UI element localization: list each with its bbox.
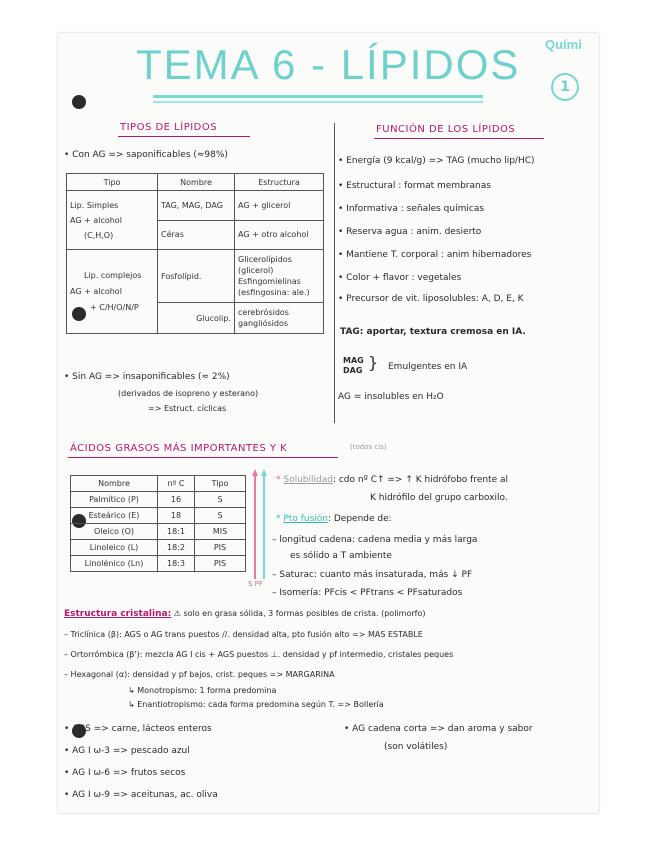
table-header-cell: Estructura	[235, 174, 324, 191]
funcion-item: • Reserva agua : anim. desierto	[338, 228, 481, 237]
heading-underline	[68, 457, 338, 458]
table-header-cell: Nombre	[158, 174, 235, 191]
table-cell	[235, 250, 324, 303]
cell-line: AG + alcohol	[70, 286, 122, 296]
cell-line: gangliósidos	[238, 319, 288, 328]
cristal-line	[64, 610, 425, 619]
heading-underline	[118, 136, 250, 137]
cell-line: + C/H/O/N/P	[90, 302, 139, 312]
cristal-item: – Triclínica (β): AGS o AG trans puestos //. densidad alta, pto fusión alto => MAS ESTABLE	[64, 630, 423, 639]
table-cell	[67, 250, 158, 334]
corta-note: (son volátiles)	[384, 742, 448, 752]
solubilidad-line: * Solubilidad: cdo nº C↑ => ↑ K hidrófobo frente al	[276, 475, 509, 485]
subject-label: Quími	[545, 37, 582, 52]
cell-line: (C,H,O)	[84, 230, 114, 240]
table-cell: 16	[158, 492, 195, 508]
fusion-item-text: longitud cadena: cadena media y más larga	[279, 535, 478, 545]
table-cell: S	[195, 508, 246, 524]
table-header-cell: Nombre	[71, 476, 158, 492]
table-cell: Glucolip.	[158, 303, 235, 334]
solubilidad-label: Solubilidad	[283, 475, 333, 485]
brace-icon: }	[368, 353, 379, 372]
fusion-item-text: Isomería: PFcis < PFtrans < PFsaturados	[279, 588, 463, 598]
enan-text: Enantiotropismo: cada forma predomina según T. => Bollería	[137, 700, 384, 709]
acidos-heading: ÁCIDOS GRASOS MÁS IMPORTANTES Y K	[70, 443, 288, 454]
cell-line: AG + alcohol	[70, 215, 122, 225]
funcion-item: • Mantiene T. corporal : anim hibernadores	[338, 251, 531, 260]
arrow-up-icon	[263, 475, 265, 579]
table-cell: Céras	[158, 220, 235, 250]
tag-note: TAG: aportar, textura cremosa en IA.	[340, 327, 526, 337]
funcion-item: • Color + flavor : vegetales	[338, 274, 461, 283]
table-cell: 18:1	[158, 524, 195, 540]
mag-dag-label	[343, 356, 364, 376]
cristal-item-text: Hexagonal (α): densidad y pf bajos, crist. peques => MARGARINA	[70, 670, 335, 679]
table-cell	[235, 303, 324, 334]
cristal-item-text: Ortorrómbica (β'): mezcla AG I cis + AGS puestos ⊥. densidad y pf intermedio, cristales peques	[70, 650, 454, 659]
fusion-item-text: es sólido a T ambiente	[290, 551, 392, 561]
dag-label: DAG	[343, 366, 363, 375]
table-cell: Palmítico (P)	[71, 492, 158, 508]
funcion-item: • Precursor de vit. liposolubles: A, D, E, K	[338, 295, 524, 304]
table-cell: PIS	[195, 556, 246, 572]
fusion-item: – Isomería: PFcis < PFtrans < PFsaturados	[272, 588, 463, 598]
tipos-heading: TIPOS DE LÍPIDOS	[120, 122, 218, 133]
table-cell: Esteárico (E)	[71, 508, 158, 524]
table-cell: Linoleico (L)	[71, 540, 158, 556]
heading-underline	[374, 138, 544, 139]
cell-line: Esfingomielinas	[238, 277, 301, 286]
table-header-cell: Tipo	[195, 476, 246, 492]
fusion-item: – Saturac: cuanto más insaturada, más ↓ PF	[272, 570, 473, 580]
sin-ag-text: • Sin AG => insaponificables (≈ 2%)	[64, 373, 230, 382]
table-cell: 18:3	[158, 556, 195, 572]
acidos-table	[70, 475, 246, 572]
arrow-up-icon	[252, 469, 258, 476]
solubilidad-text: K hidrófilo del grupo carboxilo.	[370, 493, 508, 503]
cell-line: cerebrósidos	[238, 308, 289, 317]
binder-hole-icon	[72, 95, 86, 109]
funcion-item: • Informativa : señales químicas	[338, 205, 484, 214]
emul-text: Emulgentes en IA	[388, 362, 468, 372]
sin-ag-note: (derivados de isopreno y esterano)	[118, 389, 259, 398]
mag-label: MAG	[343, 356, 364, 365]
table-cell: S	[195, 492, 246, 508]
arrow-up-icon	[261, 469, 267, 476]
corta-text: • AG cadena corta => dan aroma y sabor	[344, 725, 533, 734]
column-divider	[334, 123, 335, 423]
table-cell: Linolénico (Ln)	[71, 556, 158, 572]
table-cell: AG + glicerol	[235, 191, 324, 221]
fusion-item: – longitud cadena: cadena media y más larga	[272, 535, 478, 545]
table-cell: PIS	[195, 540, 246, 556]
table-cell: MIS	[195, 524, 246, 540]
acidos-note: (todos cis)	[350, 443, 387, 451]
cristal-item: – Hexagonal (α): densidad y pf bajos, crist. peques => MARGARINA	[64, 670, 335, 679]
arrow-right-icon: ↳	[128, 700, 138, 709]
fusion-line: * Pto fusión: Depende de:	[276, 514, 392, 524]
cristal-item: – Ortorrómbica (β'): mezcla AG I cis + AGS puestos ⊥. densidad y pf intermedio, cristales peques	[64, 650, 454, 659]
enan-line	[128, 701, 384, 709]
funcion-heading: FUNCIÓN DE LOS LÍPIDOS	[376, 124, 516, 135]
table-header-cell: Tipo	[67, 174, 158, 191]
table-cell: TAG, MAG, DAG	[158, 191, 235, 221]
tipos-table	[66, 173, 324, 334]
mono-line	[128, 687, 276, 695]
footer-item: • AG I ω-9 => aceitunas, ac. oliva	[64, 791, 218, 800]
table-cell	[67, 191, 158, 250]
table-cell: 18:2	[158, 540, 195, 556]
footer-item: • AG I ω-6 => frutos secos	[64, 769, 185, 778]
cell-line: Lip. complejos	[84, 270, 142, 280]
sin-ag-note: => Estruct. cíclicas	[148, 404, 227, 413]
mono-text: Monotropismo: 1 forma predomina	[137, 686, 277, 695]
funcion-item: • Estructural : format membranas	[338, 182, 491, 191]
table-cell: Fosfolípid.	[158, 250, 235, 303]
fusion-label: Pto fusión	[283, 514, 328, 524]
cell-line: Glicerolípidos (glicerol)	[238, 255, 292, 275]
ag-insol-text: AG = insolubles en H₂O	[338, 392, 444, 402]
cristal-note: ⚠ solo en grasa sólida, 3 formas posibles de crista. (polimorfo)	[173, 609, 426, 618]
axis-label: S PF	[248, 580, 263, 588]
notebook-page	[58, 33, 599, 813]
fusion-text: : Depende de:	[327, 514, 392, 524]
cristal-heading: Estructura cristalina:	[64, 609, 172, 619]
cristal-item-text: Triclínica (β): AGS o AG trans puestos //. densidad alta, pto fusión alto => MAS ESTABLE	[70, 630, 423, 639]
table-header-cell: nº C	[158, 476, 195, 492]
title-underline	[153, 101, 483, 103]
funcion-item: • Energía (9 kcal/g) => TAG (mucho lip/HC)	[338, 157, 535, 166]
arrow-up-icon	[254, 475, 256, 579]
page-number: 1	[551, 73, 579, 101]
fusion-item-text: Saturac: cuanto más insaturada, más ↓ PF	[279, 570, 473, 580]
cell-line: (esfingosina: ale.)	[238, 288, 310, 297]
page-title: TEMA 6 - LÍPIDOS	[136, 41, 521, 88]
footer-item: • AG I ω-3 => pescado azul	[64, 747, 190, 756]
solubilidad-text: : cdo nº C↑ => ↑ K hidrófobo frente al	[332, 475, 509, 485]
footer-item: • AGS => carne, lácteos enteros	[64, 725, 212, 734]
cell-line: Lip. Simples	[70, 200, 119, 210]
table-cell: Oleico (O)	[71, 524, 158, 540]
arrow-right-icon: ↳	[128, 686, 138, 695]
table-cell: 18	[158, 508, 195, 524]
table-cell: AG + otro alcohol	[235, 220, 324, 250]
con-ag-text: • Con AG => saponificables (≈98%)	[64, 151, 228, 160]
title-underline	[153, 95, 483, 98]
